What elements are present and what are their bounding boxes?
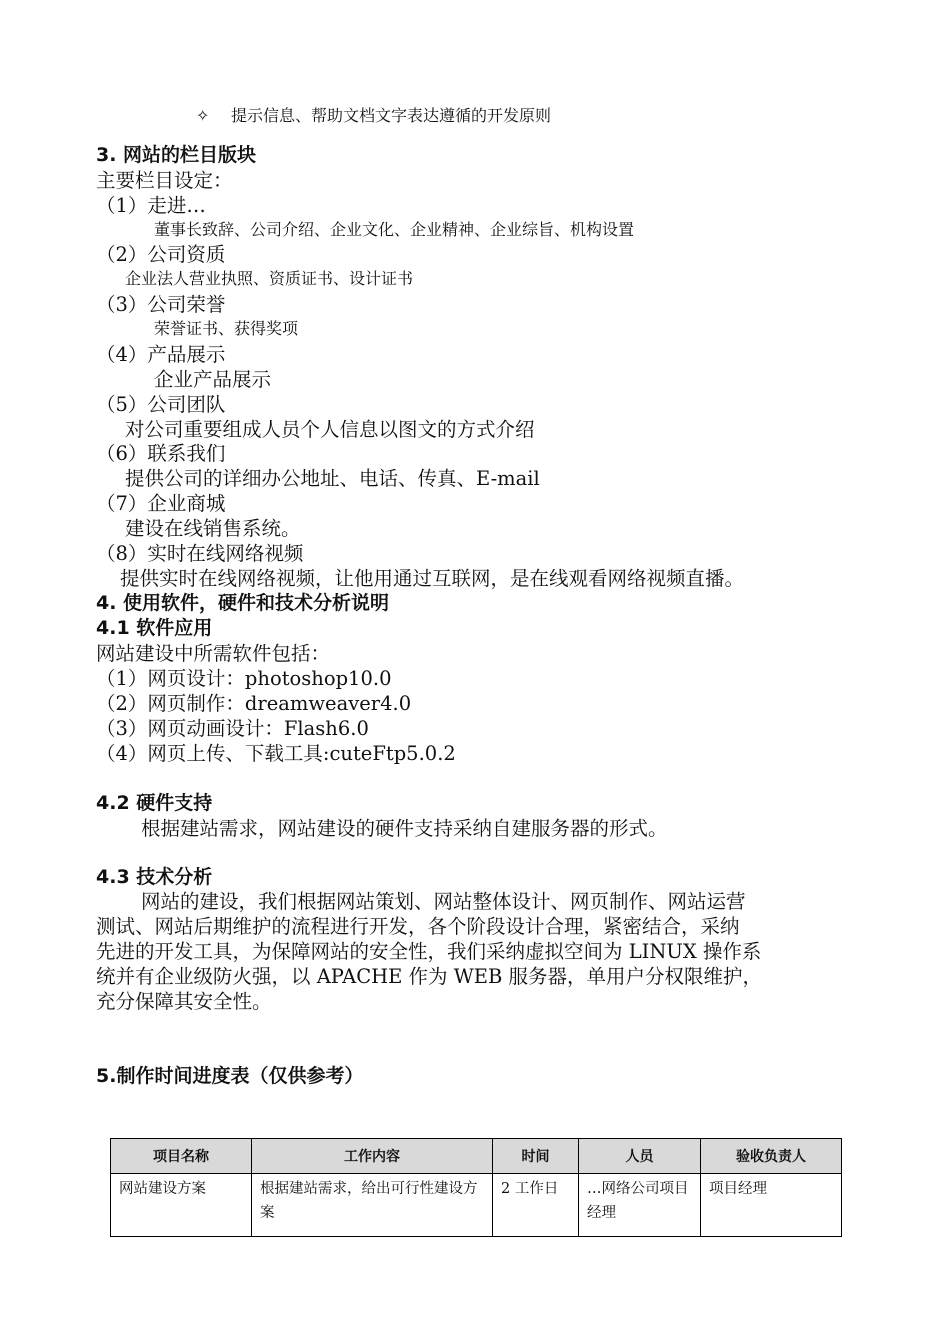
hardware-text: 根据建站需求，网站建设的硬件支持采纳自建服务器的形式。 <box>141 817 668 840</box>
cell-staff: …网络公司项目经理 <box>579 1174 701 1237</box>
column-item-desc: 对公司重要组成人员个人信息以图文的方式介绍 <box>125 418 535 441</box>
section-3-heading: 3. 网站的栏目版块 <box>96 144 257 166</box>
column-item-desc: 建设在线销售系统。 <box>125 517 301 540</box>
column-item-label: （1）走进… <box>96 194 206 217</box>
tech-line: 测试、网站后期维护的流程进行开发，各个阶段设计合理，紧密结合，采纳 <box>96 915 740 938</box>
tech-line: 先进的开发工具，为保障网站的安全性，我们采纳虚拟空间为 LINUX 操作系 <box>96 940 762 963</box>
cell-work-content: 根据建站需求，给出可行性建设方案 <box>252 1174 493 1237</box>
tech-line: 统并有企业级防火强，以 APACHE 作为 WEB 服务器，单用户分权限维护， <box>96 965 763 988</box>
column-item-label: （8）实时在线网络视频 <box>96 542 304 565</box>
tech-line: 充分保障其安全性。 <box>96 990 272 1013</box>
software-item: （3）网页动画设计：Flash6.0 <box>96 717 369 740</box>
software-intro: 网站建设中所需软件包括： <box>96 642 331 665</box>
column-item-label: （4）产品展示 <box>96 343 226 366</box>
tech-line: 网站的建设，我们根据网站策划、网站整体设计、网页制作、网站运营 <box>141 890 746 913</box>
header-acceptance-owner: 验收负责人 <box>701 1139 842 1174</box>
software-heading: 4.1 软件应用 <box>96 617 213 639</box>
column-item-label: （7）企业商城 <box>96 492 226 515</box>
column-item-desc: 企业产品展示 <box>154 368 272 391</box>
header-project-name: 项目名称 <box>111 1139 252 1174</box>
column-item-desc: 董事长致辞、公司介绍、企业文化、企业精神、企业综旨、机构设置 <box>154 220 635 239</box>
header-time: 时间 <box>493 1139 579 1174</box>
header-staff: 人员 <box>579 1139 701 1174</box>
column-item-label: （6）联系我们 <box>96 442 226 465</box>
column-item-label: （3）公司荣誉 <box>96 293 226 316</box>
schedule-table <box>110 1138 842 1237</box>
column-item-desc: 提供实时在线网络视频，让他用通过互联网，是在线观看网络视频直播。 <box>120 567 745 590</box>
column-item-desc: 提供公司的详细办公地址、电话、传真、E-mail <box>125 467 540 490</box>
column-item-desc: 荣誉证书、获得奖项 <box>154 319 299 338</box>
software-item: （1）网页设计：photoshop10.0 <box>96 667 392 690</box>
section-4-heading: 4. 使用软件，硬件和技术分析说明 <box>96 592 390 614</box>
header-work-content: 工作内容 <box>252 1139 493 1174</box>
section-3-intro: 主要栏目设定： <box>96 169 233 192</box>
column-item-desc: 企业法人营业执照、资质证书、设计证书 <box>125 269 414 288</box>
diamond-bullet-icon: ✧ <box>196 106 210 125</box>
column-item-label: （5）公司团队 <box>96 393 226 416</box>
tech-paragraph <box>96 889 856 1014</box>
table-header-row <box>111 1139 842 1174</box>
column-item-label: （2）公司资质 <box>96 243 226 266</box>
hardware-heading: 4.2 硬件支持 <box>96 792 213 814</box>
tech-heading: 4.3 技术分析 <box>96 866 213 888</box>
software-item: （2）网页制作：dreamweaver4.0 <box>96 692 412 715</box>
software-item: （4）网页上传、下载工具:cuteFtp5.0.2 <box>96 742 456 765</box>
intro-bullet-text: 提示信息、帮助文档文字表达遵循的开发原则 <box>231 106 552 125</box>
cell-time: 2 工作日 <box>493 1174 579 1237</box>
cell-project-name: 网站建设方案 <box>111 1174 252 1237</box>
table-row <box>111 1174 842 1237</box>
section-5-heading: 5.制作时间进度表（仅供参考） <box>96 1065 364 1087</box>
cell-acceptance-owner: 项目经理 <box>701 1174 842 1237</box>
